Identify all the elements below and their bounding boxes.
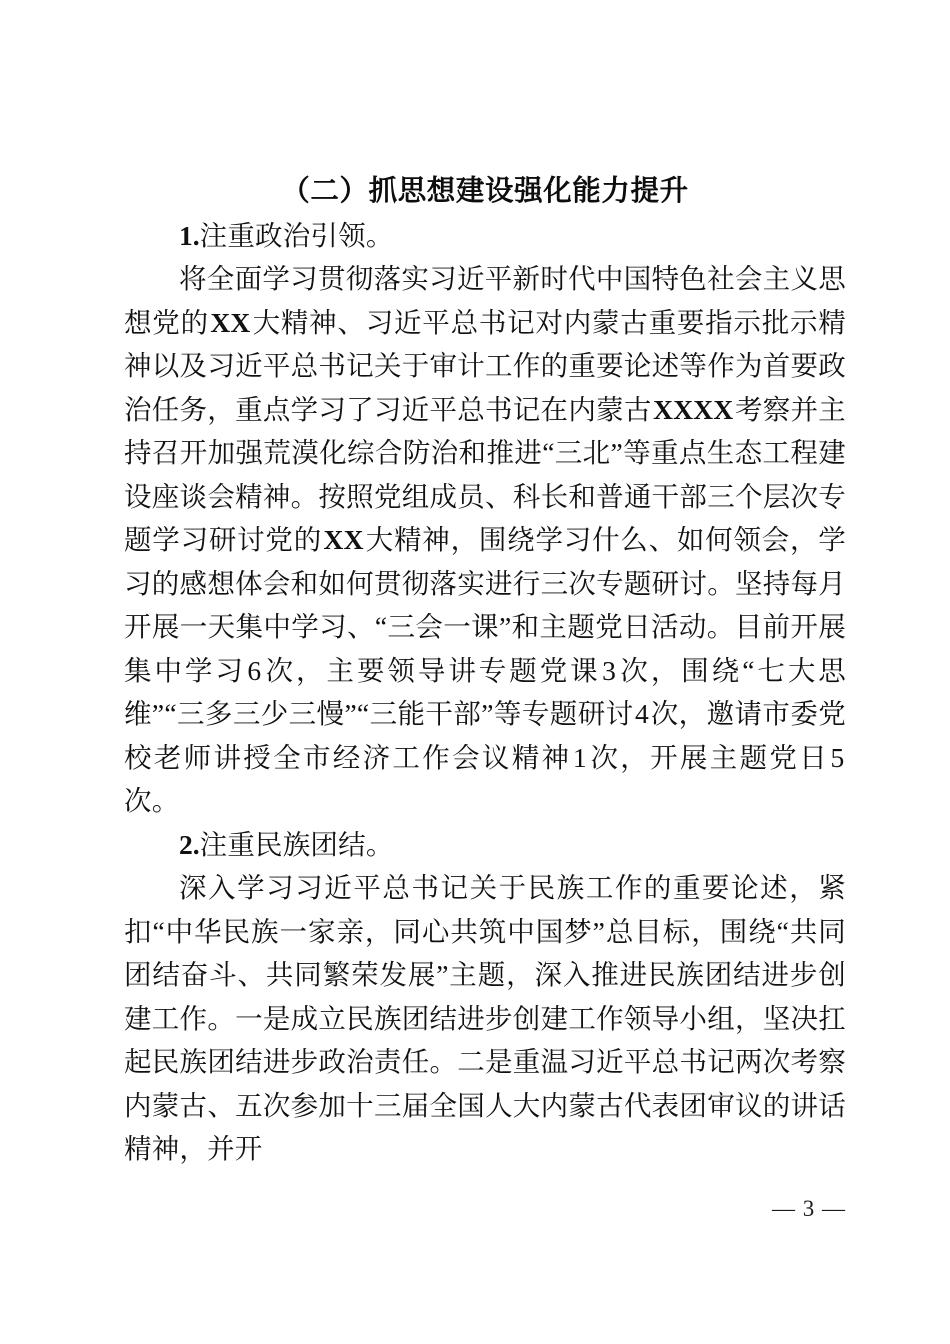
subitem-title-1: 注重政治引领。 — [199, 219, 394, 251]
body-paragraph-2: 深入学习习近平总书记关于民族工作的重要论述，紧扣“中华民族一家亲，同心共筑中国梦”总目标，围绕“共同团结奋斗、共同繁荣发展”主题，深入推进民族团结进步创建工作。一是成立民族团结进步创建工作领导小组，坚决扛起民族团结进步政治责任。二是重温习近平总书记两次考察内蒙古、五次参加十三届全国人大内蒙古代表团审议的讲话精神，并开 — [124, 872, 846, 1164]
page-number: — 3 — — [772, 1196, 846, 1221]
section-heading: （二）抓思想建设强化能力提升 — [281, 176, 689, 207]
redacted-latin-token: XXXX — [653, 393, 734, 425]
inline-count-number: 6 — [247, 654, 262, 686]
inline-count-number: 5 — [830, 741, 845, 773]
inline-count-number: 3 — [602, 654, 617, 686]
subitem-heading-2 — [124, 823, 846, 867]
redacted-latin-token: XX — [210, 306, 251, 338]
inline-count-number: 4 — [635, 698, 649, 729]
document-content — [124, 170, 846, 1171]
inline-count-number: 1 — [572, 741, 587, 773]
subitem-heading-1 — [124, 214, 846, 258]
body-paragraph-1: 将全面学习贯彻落实习近平新时代中国特色社会主义思想党的XX大精神、习近平总书记对内蒙古重要指示批示精神以及习近平总书记关于审计工作的重要论述等作为首要政治任务，重点学习了习近平总书记在内蒙古XXXX考察并主持召开加强荒漠化综合防治和推进“三北”等重点生态工程建设座谈会精神。按照党组成员、科长和普通干部三个层次专题学习研讨党的XX大精神，围绕学习什么、如何领会，学习的感想体会和如何贯彻落实进行三次专题研讨。坚持每月开展一天集中学习、“三会一课”和主题党日活动。目前开展集中学习6次，主要领导讲专题党课3次，围绕“七大思维”“三多三少三慢”“三能干部”等专题研讨4次，邀请市委党校老师讲授全市经济工作会议精神1次，开展主题党日5次。 — [124, 263, 847, 816]
subitem-title-2: 注重民族团结。 — [199, 828, 394, 860]
page-footer — [0, 1196, 950, 1222]
redacted-latin-token: XX — [323, 524, 364, 555]
subitem-marker-2: 2. — [179, 828, 200, 860]
subitem-marker-1: 1. — [179, 219, 200, 251]
